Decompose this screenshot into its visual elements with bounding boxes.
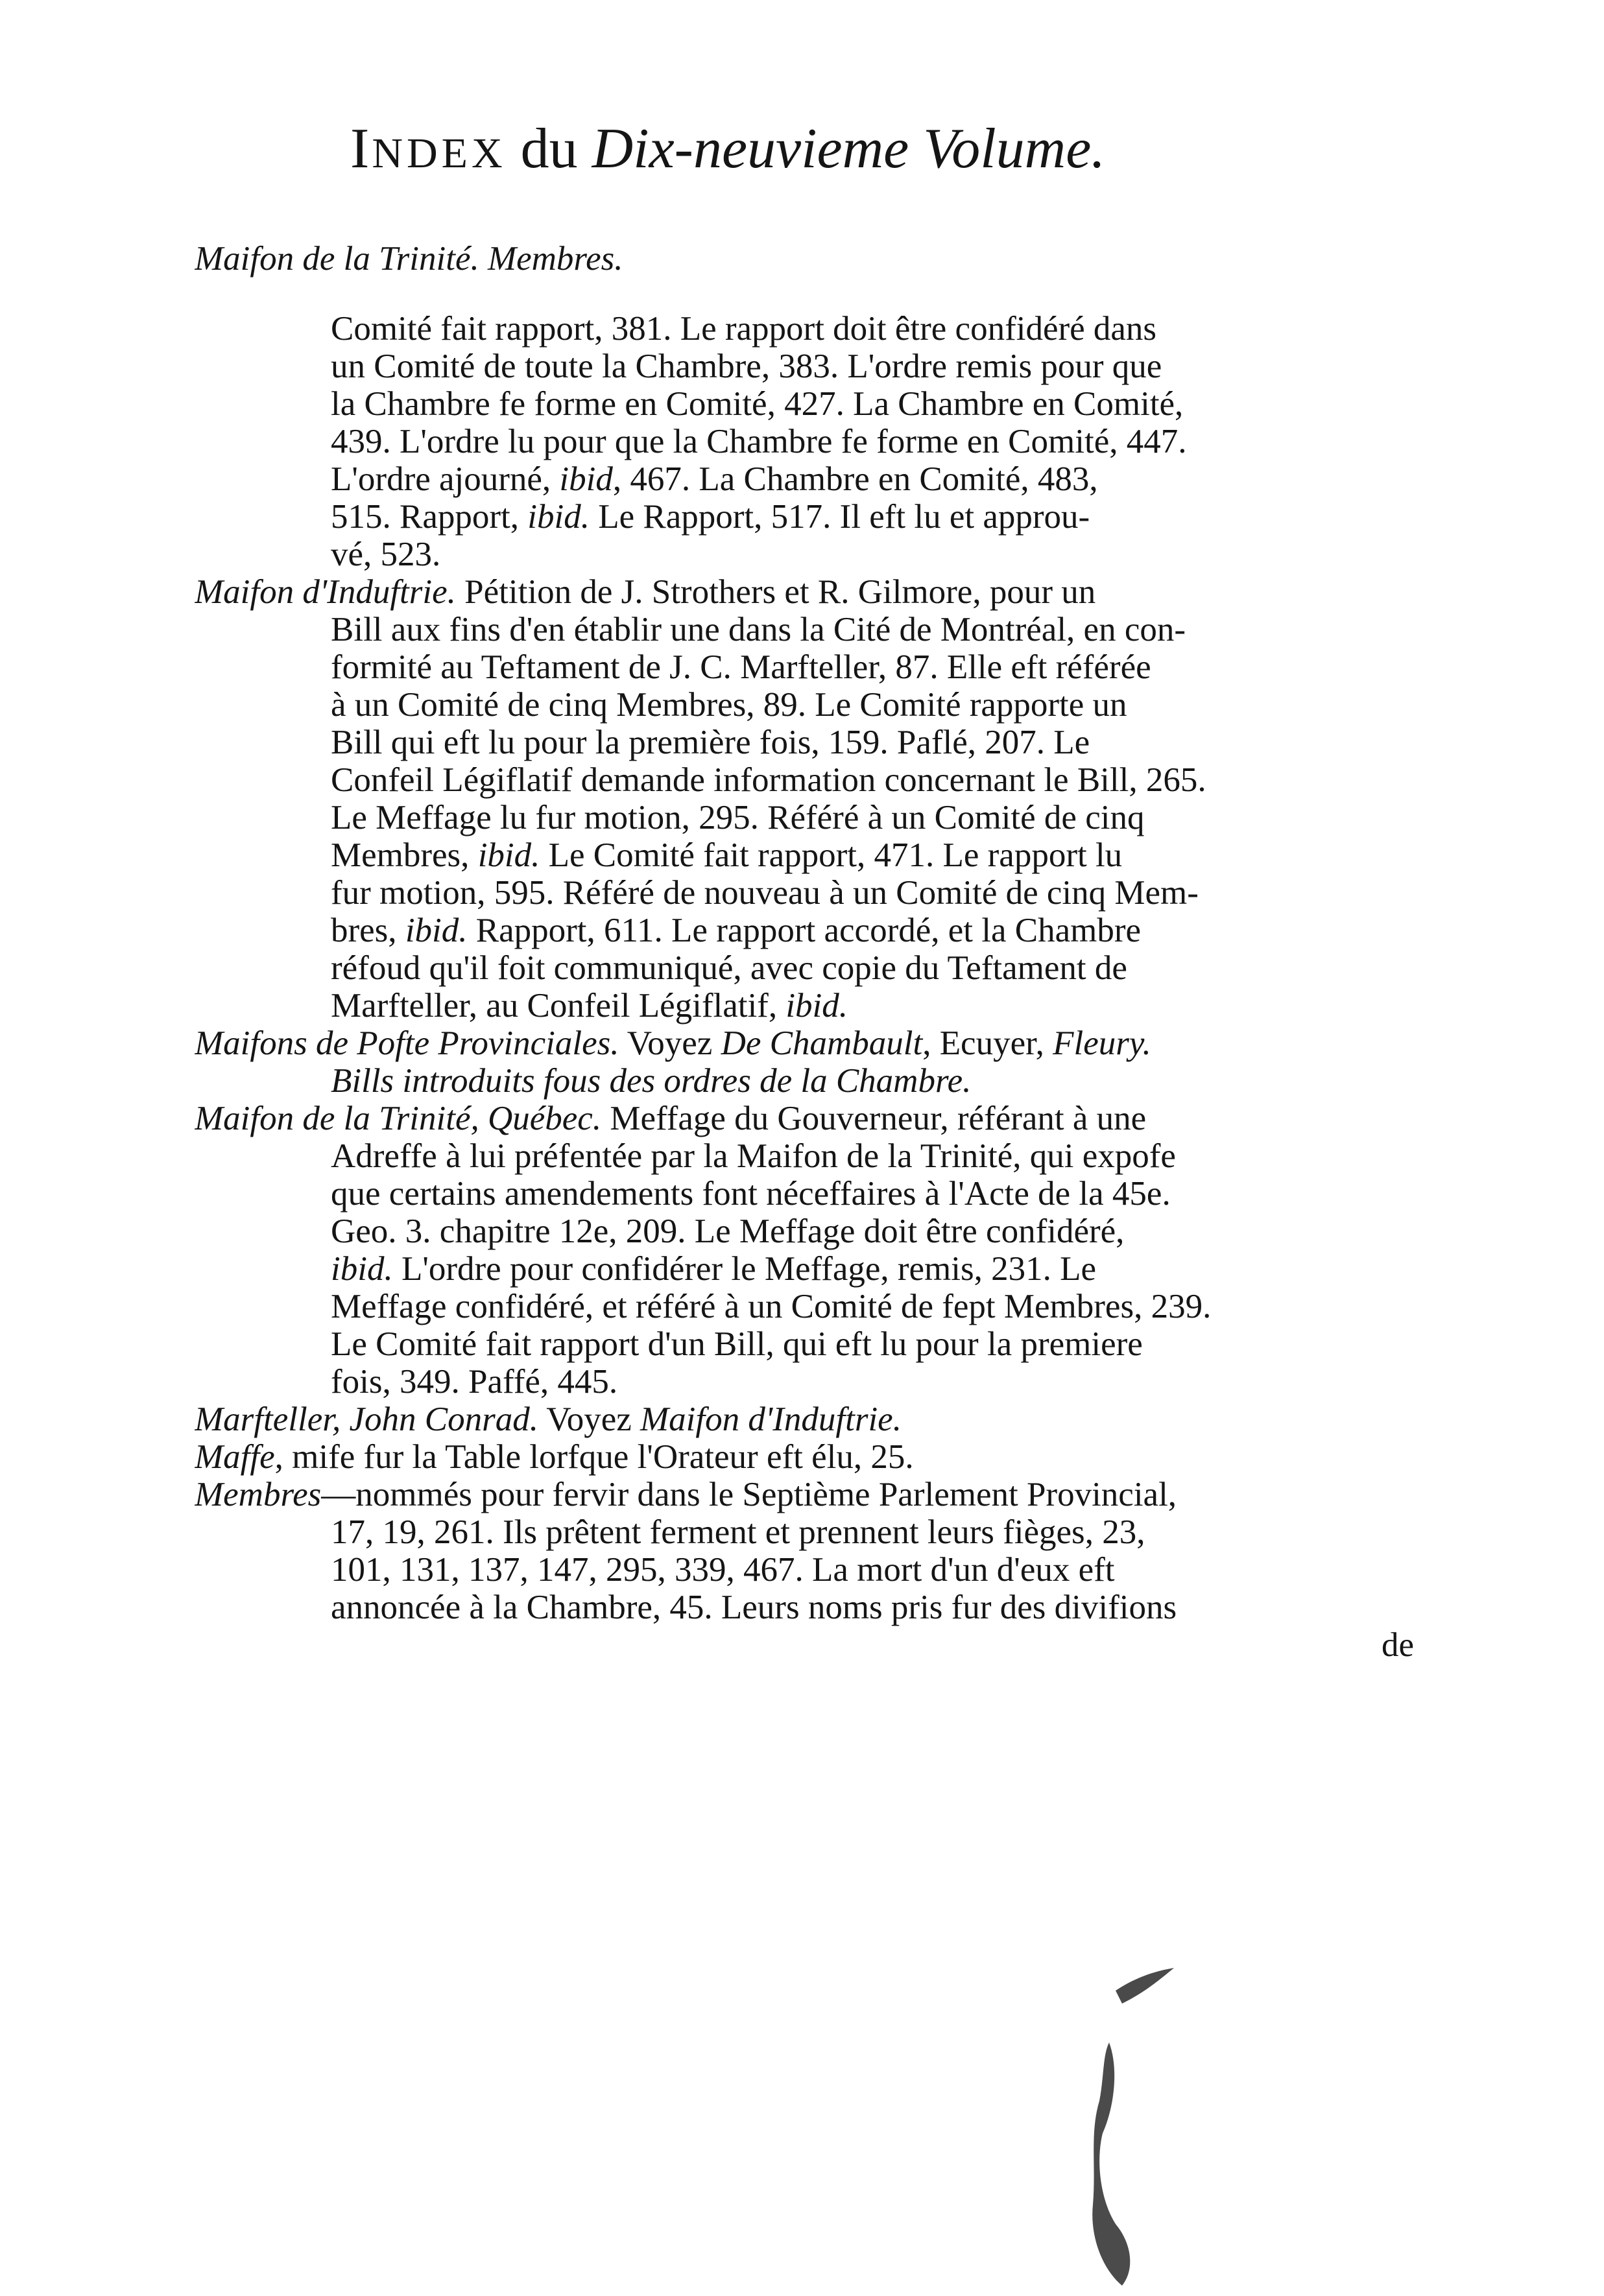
index-line-heading xyxy=(195,240,1440,278)
catchword xyxy=(195,1626,1440,1664)
text-segment: —nommés pour fervir dans le Septième Parlement Provincial, xyxy=(321,1476,1177,1513)
index-line-continuation xyxy=(195,799,1440,836)
index-line-continuation xyxy=(195,1513,1440,1551)
italic-text: Maifon d'Induftrie. xyxy=(195,573,456,611)
index-line-continuation xyxy=(195,1589,1440,1626)
index-line-heading xyxy=(195,573,1440,611)
text-segment: Le Comité fait rapport d'un Bill, qui eft lu pour la premiere xyxy=(331,1325,1143,1363)
index-line-continuation xyxy=(195,874,1440,912)
text-segment: Le Meffage lu fur motion, 295. Référé à un Comité de cinq xyxy=(331,799,1145,836)
index-line-heading xyxy=(195,1438,1440,1476)
index-line-continuation xyxy=(195,611,1440,648)
italic-text: Fleury. xyxy=(1053,1024,1151,1062)
index-line-continuation xyxy=(195,1288,1440,1325)
header-du: du xyxy=(520,117,578,180)
index-line-continuation xyxy=(195,1175,1440,1213)
index-line-continuation xyxy=(195,385,1440,423)
index-line-continuation xyxy=(195,724,1440,761)
text-segment: la Chambre fe forme en Comité, 427. La Chambre en Comité, xyxy=(331,385,1184,423)
italic-text: De Chambault xyxy=(721,1024,923,1062)
text-segment: 439. L'ordre lu pour que la Chambre fe forme en Comité, 447. xyxy=(331,423,1187,460)
text-segment: que certains amendements font néceffaires à l'Acte de la 45e. xyxy=(331,1175,1171,1213)
italic-text: ibid. xyxy=(477,836,540,874)
text-segment: Voyez xyxy=(619,1024,721,1062)
text-segment: Confeil Légiflatif demande information concernant le Bill, 265. xyxy=(331,761,1206,799)
text-segment: Adreffe à lui préfentée par la Maifon de la Trinité, qui expofe xyxy=(331,1137,1176,1175)
italic-text: ibid. xyxy=(331,1250,393,1288)
text-segment: Marfteller, au Confeil Légiflatif, xyxy=(331,987,786,1024)
index-line-continuation xyxy=(195,912,1440,949)
index-line-continuation xyxy=(195,836,1440,874)
text-segment: 17, 19, 261. Ils prêtent ferment et prennent leurs fièges, 23, xyxy=(331,1513,1145,1551)
text-segment: Voyez xyxy=(538,1401,641,1438)
italic-text: Maifons de Pofte Provinciales. xyxy=(195,1024,619,1062)
index-line-continuation xyxy=(195,348,1440,385)
stain-drip xyxy=(1092,2042,1130,2286)
index-line-continuation xyxy=(195,761,1440,799)
text-segment: Meffage du Gouverneur, référant à une xyxy=(601,1100,1147,1137)
index-line-continuation xyxy=(195,536,1440,573)
index-line-continuation xyxy=(195,1250,1440,1288)
running-header xyxy=(350,104,1388,195)
text-segment: Comité fait rapport, 381. Le rapport doit être confidéré dans xyxy=(331,310,1157,348)
text-segment: Meffage confidéré, et référé à un Comité de fept Membres, 239. xyxy=(331,1288,1212,1325)
index-line-continuation xyxy=(195,1137,1440,1175)
text-segment: , Ecuyer, xyxy=(922,1024,1053,1062)
italic-text: Membres xyxy=(195,1476,322,1513)
index-line-continuation xyxy=(195,949,1440,987)
italic-text: Maifon de la Trinité. Membres. xyxy=(195,240,623,278)
italic-text: Bills introduits fous des ordres de la Chambre. xyxy=(331,1062,972,1100)
text-segment: un Comité de toute la Chambre, 383. L'ordre remis pour que xyxy=(331,348,1162,385)
text-segment: fur motion, 595. Référé de nouveau à un Comité de cinq Mem- xyxy=(331,874,1199,912)
index-line-continuation xyxy=(195,1325,1440,1363)
text-segment: L'ordre pour confidérer le Meffage, remis, 231. Le xyxy=(392,1250,1097,1288)
header-volume: Dix-neuvieme Volume. xyxy=(592,117,1106,180)
index-line-heading xyxy=(195,1401,1440,1438)
index-line-continuation xyxy=(195,1551,1440,1589)
text-segment: Pétition de J. Strothers et R. Gilmore, pour un xyxy=(455,573,1096,611)
text-segment: réfoud qu'il foit communiqué, avec copie du Teftament de xyxy=(331,949,1127,987)
italic-text: ibid. xyxy=(527,498,590,536)
text-segment: vé, 523. xyxy=(331,536,441,573)
text-segment: , mife fur la Table lorfque l'Orateur eft élu, 25. xyxy=(274,1438,914,1476)
text-segment: de xyxy=(1381,1626,1414,1664)
index-line-continuation xyxy=(195,1213,1440,1250)
header-index-rest: NDEX xyxy=(372,130,507,177)
index-line-continuation xyxy=(195,498,1440,536)
index-line-continuation xyxy=(195,460,1440,498)
italic-text: ibid. xyxy=(405,912,468,949)
header-index-initial: I xyxy=(350,117,372,180)
text-segment: Geo. 3. chapitre 12e, 209. Le Meffage doit être confidéré, xyxy=(331,1213,1125,1250)
text-segment: Bill qui eft lu pour la première fois, 159. Paflé, 207. Le xyxy=(331,724,1090,761)
index-line-heading xyxy=(195,1024,1440,1062)
index-line-continuation xyxy=(195,648,1440,686)
stain-top-stroke xyxy=(1116,1968,1174,2004)
index-line-continuation xyxy=(195,1062,1440,1100)
index-entries xyxy=(195,240,1440,1664)
index-line-heading xyxy=(195,1476,1440,1513)
italic-text: Maffe xyxy=(195,1438,275,1476)
text-segment: fois, 349. Paffé, 445. xyxy=(331,1363,618,1401)
italic-text: Maifon d'Induftrie. xyxy=(640,1401,902,1438)
ink-stain-mark xyxy=(1077,1965,1180,2289)
italic-text: Marfteller, John Conrad. xyxy=(195,1401,538,1438)
text-segment: Bill aux fins d'en établir une dans la Cité de Montréal, en con- xyxy=(331,611,1186,648)
text-segment: bres, xyxy=(331,912,405,949)
text-segment: Le Comité fait rapport, 471. Le rapport lu xyxy=(540,836,1123,874)
index-line-continuation xyxy=(195,310,1440,348)
text-segment: 515. Rapport, xyxy=(331,498,528,536)
italic-text: Maifon de la Trinité, Québec. xyxy=(195,1100,602,1137)
text-segment: Le Rapport, 517. Il eft lu et approu- xyxy=(589,498,1090,536)
text-segment: à un Comité de cinq Membres, 89. Le Comité rapporte un xyxy=(331,686,1127,724)
text-segment: L'ordre ajourné, xyxy=(331,460,560,498)
text-segment: annoncée à la Chambre, 45. Leurs noms pris fur des divifions xyxy=(331,1589,1177,1626)
text-segment: 101, 131, 137, 147, 295, 339, 467. La mort d'un d'eux eft xyxy=(331,1551,1115,1589)
index-line-continuation xyxy=(195,686,1440,724)
index-line-continuation xyxy=(195,1363,1440,1401)
text-segment: , 467. La Chambre en Comité, 483, xyxy=(612,460,1098,498)
text-segment: Rapport, 611. Le rapport accordé, et la Chambre xyxy=(467,912,1142,949)
italic-text: ibid xyxy=(559,460,613,498)
text-segment: Membres, xyxy=(331,836,478,874)
italic-text: ibid. xyxy=(785,987,848,1024)
text-segment: formité au Teftament de J. C. Marfteller, 87. Elle eft référée xyxy=(331,648,1151,686)
index-line-heading xyxy=(195,1100,1440,1137)
index-line-continuation xyxy=(195,423,1440,460)
index-line-continuation xyxy=(195,987,1440,1024)
line-gap xyxy=(195,278,1440,310)
